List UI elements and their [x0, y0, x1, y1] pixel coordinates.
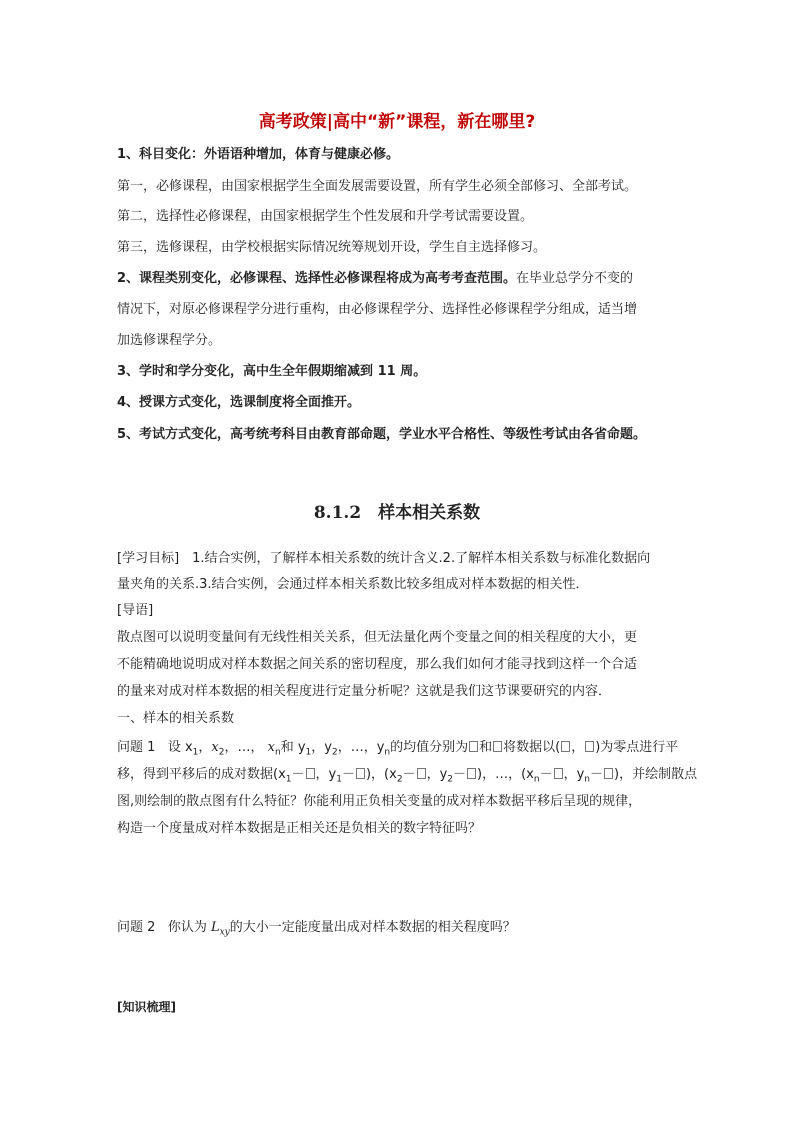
subscript: 2: [447, 774, 453, 785]
policy-item-2-line-2: 情况下，对原必修课程学分进行重构，由必修课程学分、选择性必修课程学分组成，适当增: [117, 302, 638, 317]
subscript: n: [274, 747, 281, 758]
policy-title: 高考政策|高中“新”课程，新在哪里?: [258, 112, 536, 132]
intro-label: [导语]: [117, 603, 154, 618]
subscript: 1: [192, 747, 199, 758]
q1-text: ，y: [563, 767, 585, 782]
q1-text: )，…，(x: [477, 767, 534, 782]
learning-objectives-line-2: 量夹角的关系.3.结合实例，会通过样本相关系数比较多组成对样本数据的相关性．: [117, 577, 589, 592]
question-2-label: 问题 2: [117, 920, 156, 935]
q1-text: 设 x: [167, 740, 193, 755]
q1-var-x: x: [211, 740, 219, 755]
y-bar-placeholder-icon: [604, 768, 613, 779]
y-bar-placeholder-icon: [467, 768, 476, 779]
intro-line-1: 散点图可以说明变量间有无线性相关关系，但无法量化两个变量之间的相关程度的大小，更: [117, 630, 638, 645]
subscript: n: [384, 747, 391, 758]
section-title: 8.1.2 样本相关系数: [313, 503, 481, 523]
knowledge-summary-label: [知识梳理]: [117, 1000, 176, 1014]
q1-text: )，(x: [365, 767, 397, 782]
policy-item-1: 1、科目变化：外语语种增加，体育与健康必修。: [117, 147, 400, 162]
policy-item-1-paragraph-1: 第一，必修课程，由国家根据学生全面发展需要设置，所有学生必须全部修习、全部考试。: [117, 179, 638, 194]
question-1-label: 问题 1: [117, 740, 156, 755]
policy-item-2-line-3: 加选修课程学分。: [117, 333, 222, 348]
q2-text: 的大小一定能度量出成对样本数据的相关程度吗？: [229, 920, 516, 935]
subscript: 1: [336, 774, 342, 785]
minus-sign: －: [402, 767, 416, 782]
q1-text: ，: [571, 740, 585, 755]
intro-line-2: 不能精确地说明成对样本数据之间关系的密切程度，那么我们如何才能寻找到这样一个合适: [117, 657, 638, 672]
q1-text: ，: [198, 740, 212, 755]
policy-item-2-line-1: [117, 270, 633, 288]
q1-var-x: x: [267, 740, 275, 755]
minus-sign: －: [291, 767, 305, 782]
x-bar-placeholder-icon: [561, 741, 570, 752]
question-1-line-2: [117, 766, 697, 789]
q2-var-L: L: [210, 920, 220, 935]
policy-item-2-tail: 在毕业总学分不变的: [516, 271, 634, 286]
subscript: n: [584, 774, 591, 785]
policy-item-3: 3、学时和学分变化，高中生全年假期缩减到 11 周。: [117, 364, 427, 379]
y-bar-placeholder-icon: [356, 768, 365, 779]
q1-text: )，并绘制散点: [614, 767, 698, 782]
subscript: n: [533, 774, 540, 785]
q1-text: 和 y: [280, 740, 306, 755]
question-1-line-4: 构造一个度量成对样本数据是正相关还是负相关的数字特征吗？: [117, 821, 482, 836]
minus-sign: －: [453, 767, 467, 782]
x-bar-placeholder-icon: [306, 768, 315, 779]
question-2: [117, 919, 516, 942]
y-bar-placeholder-icon: [585, 741, 594, 752]
subheading-sample-correlation: 一、样本的相关系数: [117, 711, 235, 726]
minus-sign: －: [590, 767, 604, 782]
subscript: 2: [331, 747, 338, 758]
q1-text: ，y: [426, 767, 448, 782]
q2-text: 你认为: [167, 920, 211, 935]
q1-text: ，…，y: [337, 740, 385, 755]
subscript: 2: [396, 774, 403, 785]
policy-item-1-paragraph-2: 第二，选择性必修课程，由国家根据学生个性发展和升学考试需要设置。: [117, 209, 534, 224]
q1-text: 和: [479, 740, 493, 755]
y-bar-placeholder-icon: [493, 741, 502, 752]
q1-text: )为零点进行平: [595, 740, 679, 755]
subscript: 2: [218, 747, 225, 758]
policy-item-1-paragraph-3: 第三，选修课程，由学校根据实际情况统筹规划开设，学生自主选择修习。: [117, 240, 547, 255]
q1-text: 将数据以(: [503, 740, 561, 755]
minus-sign: －: [539, 767, 553, 782]
learning-objectives-line-1: [学习目标] 1.结合实例，了解样本相关系数的统计含义.2.了解样本相关系数与标准化数据向: [117, 551, 651, 566]
question-1-line-3: 图,则绘制的散点图有什么特征？你能利用正负相关变量的成对样本数据平移后呈现的规律，: [117, 794, 642, 809]
q1-text: ，y: [315, 767, 337, 782]
subscript: xy: [219, 927, 230, 938]
q1-text: ，y: [311, 740, 332, 755]
x-bar-placeholder-icon: [554, 768, 563, 779]
policy-item-4: 4、授课方式变化，选课制度将全面推开。: [117, 395, 361, 410]
policy-item-2-heading: 2、课程类别变化，必修课程、选择性必修课程将成为高考考查范围。: [117, 271, 517, 286]
policy-item-5: 5、考试方式变化，高考统考科目由教育部命题，学业水平合格性、等级性考试由各省命题。: [117, 427, 647, 442]
subscript: 1: [285, 774, 292, 785]
subscript: 1: [305, 747, 312, 758]
intro-line-3: 的量来对成对样本数据的相关程度进行定量分析呢？这就是我们这节课要研究的内容．: [117, 684, 612, 699]
minus-sign: －: [341, 767, 355, 782]
q1-text: 的均值分别为: [390, 740, 469, 755]
question-1-line-1: [117, 739, 678, 762]
x-bar-placeholder-icon: [417, 768, 426, 779]
q1-text: 移，得到平移后的成对数据(x: [117, 767, 286, 782]
q1-text: ，…，: [224, 740, 264, 755]
x-bar-placeholder-icon: [469, 741, 478, 752]
